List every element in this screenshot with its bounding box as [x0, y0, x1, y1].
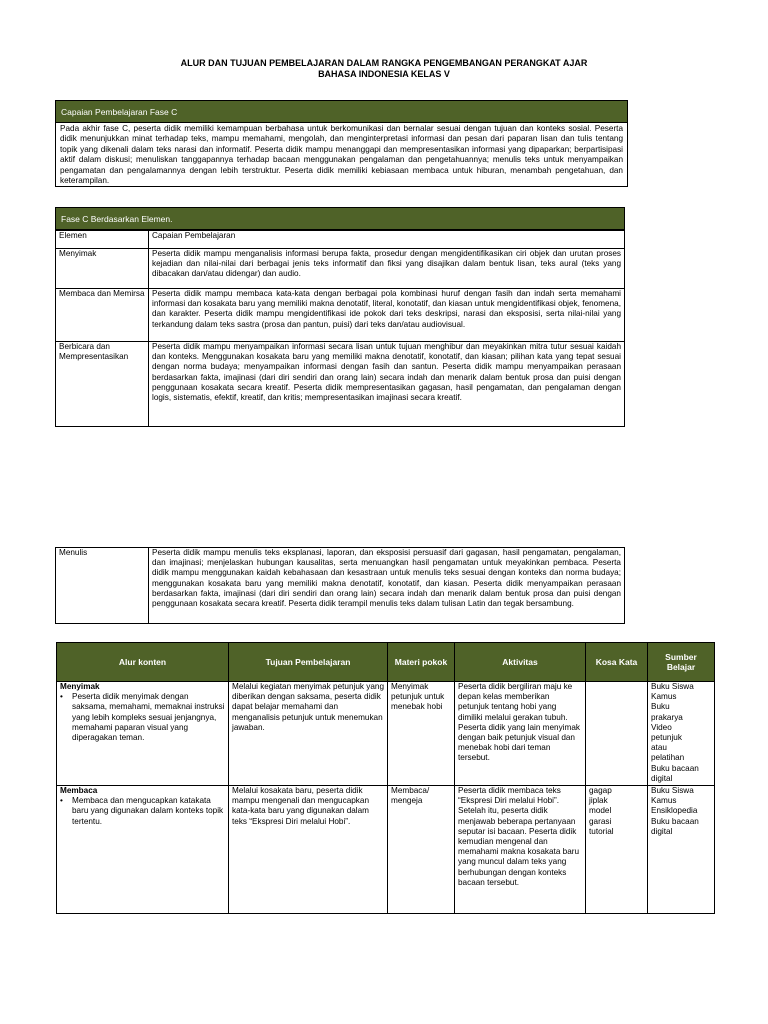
kosa-item: gagap [589, 786, 612, 795]
table-row [57, 682, 715, 786]
sumber-item: Video [651, 722, 672, 732]
aktivitas-cell: Peserta didik bergiliran maju ke depan kelas memberikan petunjuk tentang hobi yang dimiliki melalui gerakan tubuh. Peserta didik yang lain menyimak dengan baik petunjuk visual dan menebak hobi dari teman tersebut. [455, 682, 586, 786]
elemen-name: Membaca dan Memirsa [56, 289, 149, 342]
tujuan-cell: Melalui kegiatan menyimak petunjuk yang diberikan dengan saksama, peserta didik dapat belajar memahami dan menganalisis petunjuk untuk menemukan jawaban. [229, 682, 388, 786]
sumber-cell [648, 682, 715, 786]
col-aktivitas: Aktivitas [455, 643, 586, 682]
elemen-capaian: Peserta didik mampu membaca kata-kata dengan berbagai pola kombinasi huruf dengan fasih dan indah serta memahami informasi dan kosakata baru yang memiliki makna denotatif, literal, konotatif, dan kiasan untuk mengidentifikasi objek, fenomena, dan karakter. Peserta didik mampu mengidentifikasi ide pokok dari teks deskripsi, narasi dan eksposisi, serta nilai-nilai yang terkandung dalam teks sastra (prosa dan pantun, puisi) dari teks dan/atau audiovisual. [149, 289, 625, 342]
kosa-cell [586, 682, 648, 786]
elemen-name: Berbicara dan Mempresentasikan [56, 342, 149, 427]
elemen-name: Menyimak [56, 249, 149, 289]
tujuan-cell: Melalui kosakata baru, peserta didik mampu mengenali dan mengucapkan kata-kata baru yang digunakan dalam teks “Ekspresi Diri melalui Hobi”. [229, 786, 388, 914]
bullet-item [60, 796, 225, 827]
elemen-capaian: Peserta didik mampu menganalisis informasi berupa fakta, prosedur dengan mengidentifikasikan ciri objek dan urutan proses kejadian dan nilai-nilai dari berbagai jenis teks informatif dan fiksi yang disajikan dalam bentuk lisan, teks aural (teks yang dibacakan dan/atau didengar) dan audio. [149, 249, 625, 289]
elemen-table [55, 230, 625, 427]
elemen-name: Menulis [56, 548, 149, 624]
capaian-box [55, 100, 628, 187]
sumber-item: Buku [651, 702, 670, 712]
bullet-text: Membaca dan mengucapkan katakata baru yang digunakan dalam konteks topik tertentu. [72, 796, 224, 826]
table-row [56, 289, 625, 342]
document-title [0, 58, 768, 80]
aktivitas-cell: Peserta didik membaca teks “Ekspresi Diri melalui Hobi”. Setelah itu, peserta didik menjawab beberapa pertanyaan seputar isi bacaan. Peserta didik kemudian mengenal dan memahami makna kosakata baru yang muncul dalam teks yang berhubungan dengan konteks bacaan tersebut. [455, 786, 586, 914]
col-alur-konten: Alur konten [57, 643, 229, 682]
kosa-item: tutorial [589, 826, 614, 836]
sumber-item: petunjuk [651, 733, 682, 743]
sumber-item: Kamus [651, 796, 677, 806]
title-line-1: ALUR DAN TUJUAN PEMBELAJARAN DALAM RANGKA PENGEMBANGAN PERANGKAT AJAR [180, 58, 588, 68]
alur-cell [57, 786, 229, 914]
elemen-heading: Fase C Berdasarkan Elemen. [55, 207, 625, 230]
col-materi: Materi pokok [388, 643, 455, 682]
sumber-item: digital [651, 826, 673, 836]
table-row [56, 249, 625, 289]
capaian-text: Pada akhir fase C, peserta didik memiliki kemampuan berbahasa untuk berkomunikasi dan bernalar sesuai dengan tujuan dan konteks sosial. Peserta didik menunjukkan minat terhadap teks, mampu memahami, mengolah, dan menginterpretasi informasi dan pesan dari paparan lisan dan tulis tentang topik yang dikenali dalam teks narasi dan informatif. Peserta didik mampu menanggapi dan mempresentasikan informasi yang dipaparkan; berpartisipasi aktif dalam diskusi; menuliskan tanggapannya terhadap bacaan menggunakan pengalaman dan pengetahuannya; menulis teks untuk menyampaikan pengamatan dan pengalamannya dengan lebih terstruktur. Peserta didik memiliki kebiasaan membaca untuk hiburan, menambah pengetahuan, dan keterampilan. [60, 124, 623, 186]
table-row [56, 548, 625, 624]
kosa-item: jiplak [589, 796, 608, 806]
materi-cell: Membaca/ mengeja [388, 786, 455, 914]
col-kosa-kata: Kosa Kata [586, 643, 648, 682]
col-elemen: Elemen [56, 231, 149, 249]
sumber-item: digital [651, 773, 673, 783]
sumber-item: atau [651, 743, 667, 753]
col-sumber: Sumber Belajar [648, 643, 715, 682]
bullet-text: Peserta didik menyimak dengan saksama, memahami, memaknai instruksi yang lebih kompleks sesuai jenjangnya, memahami paparan visual yang diperagakan teman. [72, 692, 225, 743]
elemen-box [55, 207, 625, 427]
elemen-capaian: Peserta didik mampu menyampaikan informasi secara lisan untuk tujuan menghibur dan meyakinkan mitra tutur sesuai kaidah dan konteks. Menggunakan kosakata baru yang memiliki makna denotatif, konotatif, dan kiasan; pilihan kata yang tepat sesuai dengan norma budaya; menyampaikan informasi dengan fasih dan santun. Peserta didik mampu menyampaikan perasaan berdasarkan fakta, imajinasi (dari diri sendiri dan orang lain) secara indah dan menarik dalam bentuk prosa dan puisi dengan penggunaan kosakata secara kreatif. Peserta didik mempresentasikan gagasan, hasil pengamatan, dan pengalaman dengan logis, sistematis, efektif, kreatif, dan kritis; mempresentasikan imajinasi secara kreatif. [149, 342, 625, 427]
materi-cell: Menyimak petunjuk untuk menebak hobi [388, 682, 455, 786]
sumber-item: Buku Siswa [651, 786, 694, 795]
menulis-table [55, 547, 625, 624]
sumber-item: pelatihan [651, 753, 685, 763]
col-capaian: Capaian Pembelajaran [149, 231, 625, 249]
elemen-header-row [56, 231, 625, 249]
menulis-box [55, 547, 625, 623]
col-tujuan: Tujuan Pembelajaran [229, 643, 388, 682]
alur-table [56, 642, 715, 914]
title-line-2: BAHASA INDONESIA KELAS V [318, 69, 450, 79]
kosa-item: garasi [589, 816, 612, 826]
alur-header-row [57, 643, 715, 682]
sumber-item: Buku bacaan [651, 763, 699, 773]
alur-cell [57, 682, 229, 786]
sumber-item: Kamus [651, 692, 677, 702]
bullet-item [60, 692, 225, 743]
sumber-cell [648, 786, 715, 914]
alur-title: Membaca [60, 786, 98, 795]
kosa-cell [586, 786, 648, 914]
sumber-item: prakarya [651, 712, 683, 722]
bullet-icon: • [60, 796, 63, 806]
elemen-capaian: Peserta didik mampu menulis teks eksplanasi, laporan, dan eksposisi persuasif dari gagasan, hasil pengamatan, pengalaman, dan imajinasi; menjelaskan hubungan kausalitas, serta menuangkan hasil pengamatan untuk meyakinkan pembaca. Peserta didik mampu menggunakan kaidah kebahasaan dan kesastraan untuk menulis teks sesuai dengan konteks dan norma budaya; menggunakan kosakata baru yang memiliki makna denotatif, konotatif, dan kiasan. Peserta didik menyampaikan perasaan berdasarkan fakta, imajinasi (dari diri sendiri dan orang lain) secara indah dan menarik dalam bentuk prosa dan puisi dengan penggunaan kosakata secara kreatif. Peserta didik terampil menulis teks dalam tulisan Latin dan tegak bersambung. [149, 548, 625, 624]
bullet-icon: • [60, 692, 63, 702]
sumber-item: Buku Siswa [651, 682, 694, 691]
table-row [57, 786, 715, 914]
capaian-heading: Capaian Pembelajaran Fase C [56, 101, 627, 123]
table-row [56, 342, 625, 427]
alur-title: Menyimak [60, 682, 100, 691]
kosa-item: model [589, 806, 612, 816]
sumber-item: Ensiklopedia [651, 806, 698, 816]
sumber-item: Buku bacaan [651, 816, 699, 826]
